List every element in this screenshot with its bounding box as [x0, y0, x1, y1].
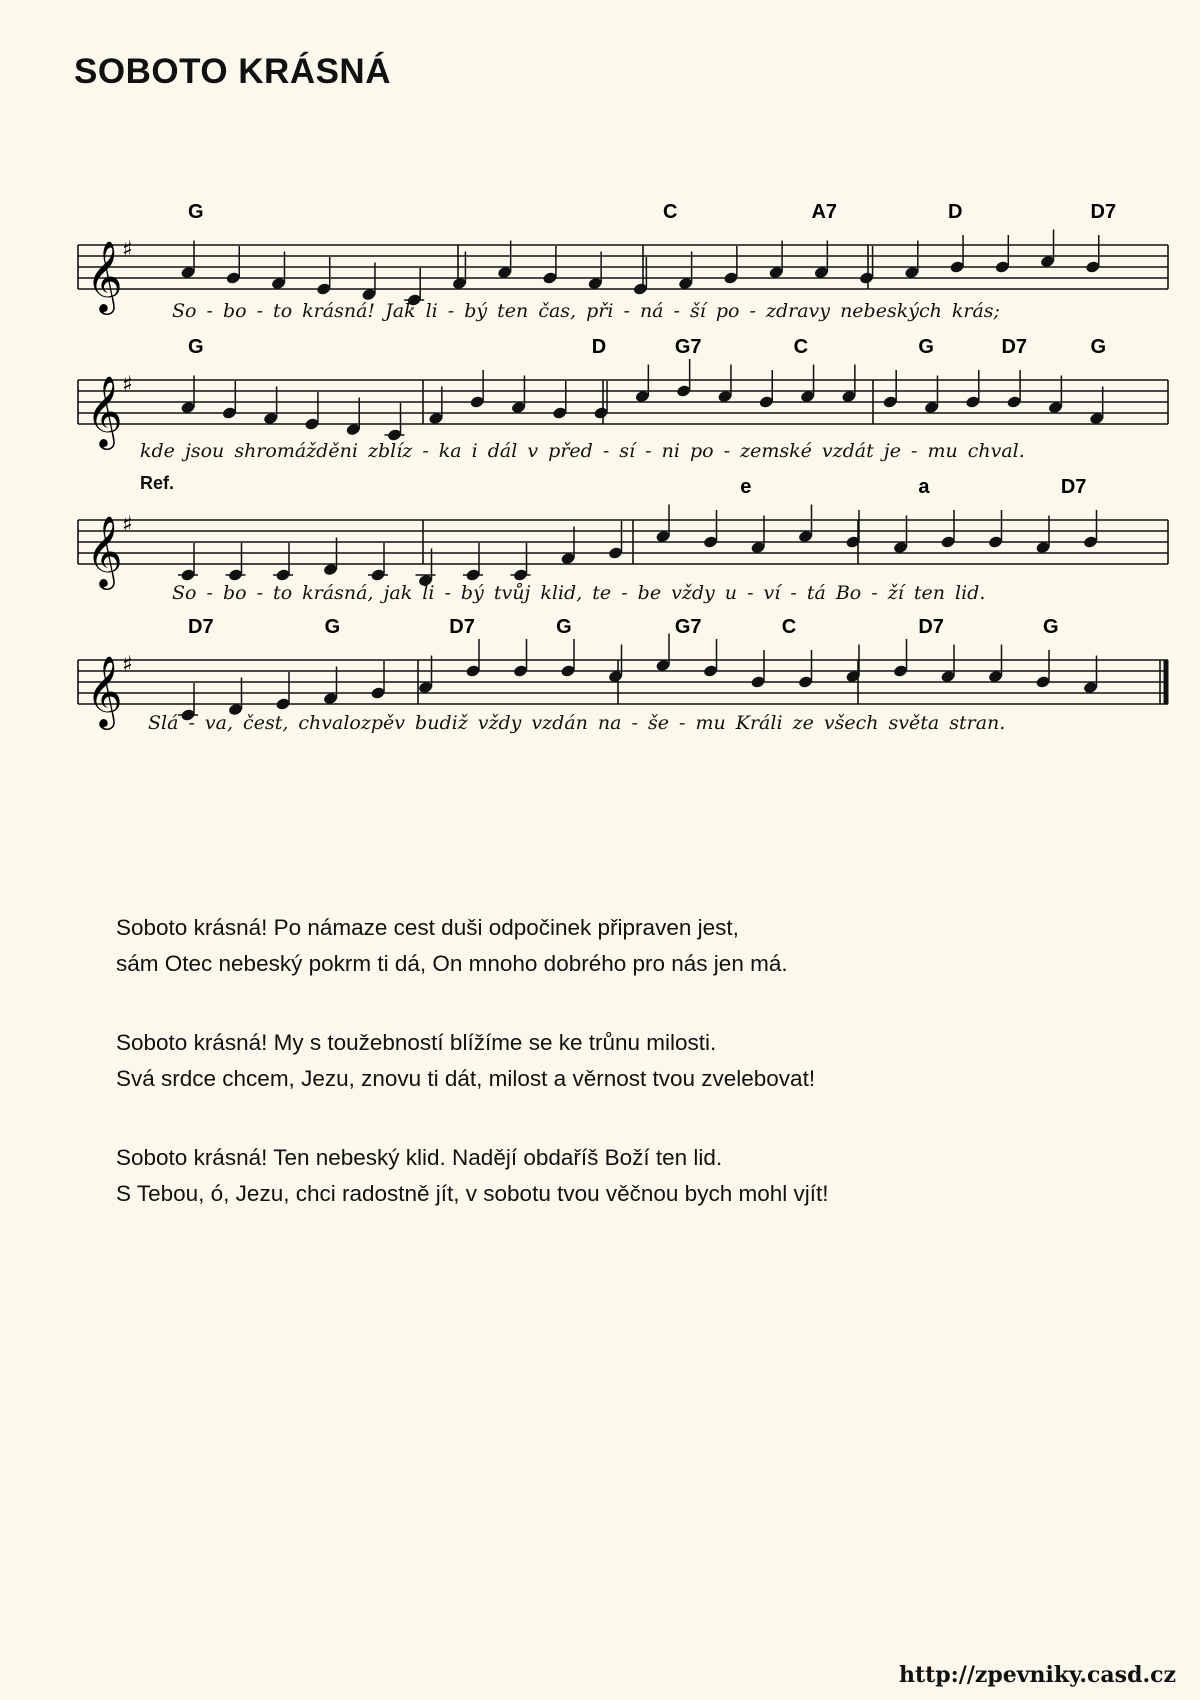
verse-line: S Tebou, ó, Jezu, chci radostně jít, v sobotu tvou věčnou bych mohl vjít! [116, 1181, 829, 1206]
chord-label: G7 [674, 336, 702, 358]
chord-label: A7 [811, 201, 838, 223]
treble-clef-icon: 𝄞 [86, 239, 123, 312]
lyrics-line-4: Slá - va, čest, chvalozpěv budiž vždy vzdán na - še - mu Králi ze všech světa stran. [148, 712, 1006, 734]
lyrics-line-1: So - bo - to krásná! Jak li - bý ten čas, při - ná - ší po - zdravy nebeských krás; [172, 300, 1000, 322]
chord-label: G [188, 336, 204, 358]
staff-4 [78, 615, 1168, 725]
verse-line: Svá srdce chcem, Jezu, znovu ti dát, milost a věrnost tvou zvelebovat! [116, 1066, 816, 1091]
verse-2 [116, 1025, 1176, 1097]
music-system-1 [78, 200, 1168, 350]
refrain-label: Ref. [140, 473, 175, 493]
chord-label: D [591, 336, 607, 358]
sharp-icon: ♯ [122, 237, 133, 263]
treble-clef-icon: 𝄞 [86, 514, 123, 587]
chord-label: D7 [449, 616, 475, 638]
verse-line: Soboto krásná! Ten nebeský klid. Nadějí obdaříš Boží ten lid. [116, 1145, 723, 1170]
verse-line: Soboto krásná! My s toužebností blížíme se ke trůnu milosti. [116, 1030, 717, 1055]
treble-clef-icon: 𝄞 [86, 374, 123, 447]
chord-label: C [781, 616, 797, 638]
chord-label: G7 [674, 616, 702, 638]
verse-line: Soboto krásná! Po námaze cest duši odpočinek připraven jest, [116, 915, 739, 940]
chord-label: D7 [1060, 476, 1087, 498]
staff-1 [78, 200, 1168, 310]
chord-label: C [793, 336, 809, 358]
chord-label: D7 [1090, 201, 1117, 223]
chord-label: G [324, 616, 341, 638]
treble-clef-icon: 𝄞 [86, 654, 123, 727]
chord-label: G [1043, 616, 1059, 638]
verse-line: sám Otec nebeský pokrm ti dá, On mnoho dobrého pro nás jen má. [116, 951, 788, 976]
sharp-icon: ♯ [122, 512, 133, 538]
song-title: SOBOTO KRÁSNÁ [74, 52, 391, 91]
chord-label: D7 [1001, 336, 1028, 358]
staff-3 [78, 475, 1168, 585]
sharp-icon: ♯ [122, 372, 133, 398]
chord-label: D7 [918, 616, 944, 638]
chord-label: C [663, 201, 678, 223]
chord-label: G [918, 336, 934, 358]
verse-3 [116, 1140, 1176, 1212]
chord-label: D [948, 201, 963, 223]
staff-2 [78, 335, 1168, 445]
chord-label: e [740, 476, 752, 498]
lyrics-line-3: So - bo - to krásná, jak li - bý tvůj klid, te - be vždy u - ví - tá Bo - ží ten lid. [172, 582, 986, 604]
music-system-4 [78, 615, 1168, 765]
verse-1 [116, 910, 1176, 982]
verse-text [116, 910, 1176, 1255]
sharp-icon: ♯ [122, 652, 133, 678]
music-system-2 [78, 335, 1168, 485]
chord-label: G [188, 201, 204, 223]
chord-label: D7 [188, 616, 214, 638]
lyrics-line-2: kde jsou shromážděni zblíz - ka i dál v před - sí - ni po - zemské vzdát je - mu chval. [140, 440, 1025, 462]
source-url: http://zpevniky.casd.cz [898, 1662, 1176, 1688]
chord-label: G [556, 616, 572, 638]
chord-label: G [1090, 336, 1107, 358]
chord-label: a [918, 476, 930, 498]
